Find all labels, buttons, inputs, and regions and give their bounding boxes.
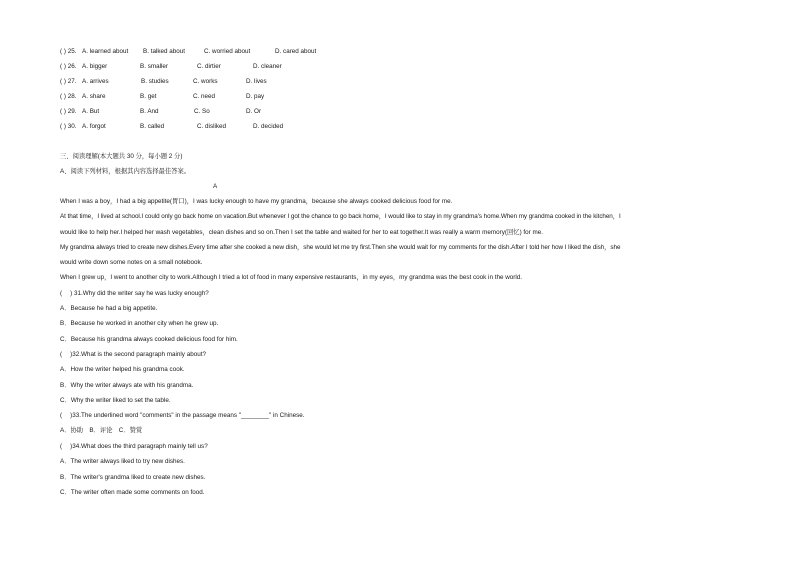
option-34-c: C．The writer often made some comments on food.	[60, 489, 205, 496]
section-instruction: A、阅读下列材料，根据其内容选择最佳答案。	[60, 168, 191, 175]
option-34-a: A．The writer always liked to try new dishes.	[60, 458, 185, 465]
option-a: A. forgot	[82, 123, 106, 130]
section-title: 三、阅读理解(本大题共 30 分，每小题 2 分)	[60, 153, 183, 160]
question-31: ( ) 31.Why did the writer say he was lucky enough?	[60, 290, 209, 297]
option-a: A. But	[82, 108, 100, 115]
option-31-c: C．Because his grandma always cooked delicious food for him.	[60, 336, 238, 343]
question-33: ( )33.The underlined word "comments" in the passage means "________" in Chinese.	[60, 412, 305, 419]
question-number: ( ) 26.	[60, 63, 77, 70]
option-b: B. get	[140, 93, 157, 100]
passage-label: A	[213, 183, 218, 190]
option-b: B. And	[140, 108, 159, 115]
option-c: C. disliked	[197, 123, 227, 130]
option-b: B. talked about	[143, 48, 186, 55]
option-d: D. cleaner	[253, 63, 282, 70]
option-d: D. decided	[253, 123, 284, 130]
passage-line: would write down some notes on a small notebook.	[60, 259, 203, 266]
option-b: B. smaller	[140, 63, 168, 70]
passage-line: When I grew up，I went to another city to work.Although I tried a lot of food in many expensive restaurants，in my eyes，my grandma was the best cook in the world.	[60, 274, 522, 281]
passage-line: would like to help her.I helped her wash vegetables，clean dishes and so on.Then I set the table and waited for her to eat together.It was really a warm memory(回忆) for me.	[60, 229, 544, 236]
option-32-b: B．Why the writer always ate with his grandma.	[60, 382, 194, 389]
option-32-c: C．Why the writer liked to set the table.	[60, 397, 171, 404]
passage-line: At that time，I lived at school.I could only go back home on vacation.But whenever I got the chance to go back home，I would like to stay in my grandma's home.When my grandma cooked in the kitchen，I	[60, 213, 621, 220]
question-number: ( ) 30.	[60, 123, 77, 130]
option-c: C. need	[193, 93, 216, 100]
option-a: A. bigger	[82, 63, 108, 70]
option-a: A. arrives	[82, 78, 109, 85]
option-c: C. dirtier	[197, 63, 221, 70]
option-d: D. lives	[246, 78, 267, 85]
option-c: C. worried about	[204, 48, 251, 55]
question-number: ( ) 29.	[60, 108, 77, 115]
option-34-b: B．The writer's grandma liked to create new dishes.	[60, 474, 206, 481]
option-d: D. Or	[246, 108, 262, 115]
option-32-a: A．How the writer helped his grandma cook.	[60, 366, 185, 373]
option-a: A. share	[82, 93, 106, 100]
question-32: ( )32.What is the second paragraph mainly about?	[60, 351, 206, 358]
passage-line: My grandma always tried to create new dishes.Every time after she cooked a new dish，she would let me try first.Then she would wait for my comments for the dish.After I told her how I liked the dish，she	[60, 244, 621, 251]
passage-line: When I was a boy，I had a big appetite(胃口)，I was lucky enough to have my grandma，because she always cooked delicious food for me.	[60, 198, 453, 205]
option-b: B. studies	[141, 78, 169, 85]
question-number: ( ) 25.	[60, 48, 77, 55]
question-number: ( ) 28.	[60, 93, 77, 100]
option-b: B. called	[140, 123, 165, 130]
option-d: D. cared about	[275, 48, 317, 55]
question-34: ( )34.What does the third paragraph mainly tell us?	[60, 443, 208, 450]
option-31-a: A．Because he had a big appetite.	[60, 305, 158, 312]
option-c: C. So	[194, 108, 210, 115]
option-a: A. learned about	[82, 48, 129, 55]
option-c: C. works	[193, 78, 218, 85]
option-d: D. pay	[246, 93, 265, 100]
option-33: A．协助 B．评论 C．赞赏	[60, 427, 143, 434]
question-number: ( ) 27.	[60, 78, 77, 85]
option-31-b: B．Because he worked in another city when he grew up.	[60, 320, 219, 327]
